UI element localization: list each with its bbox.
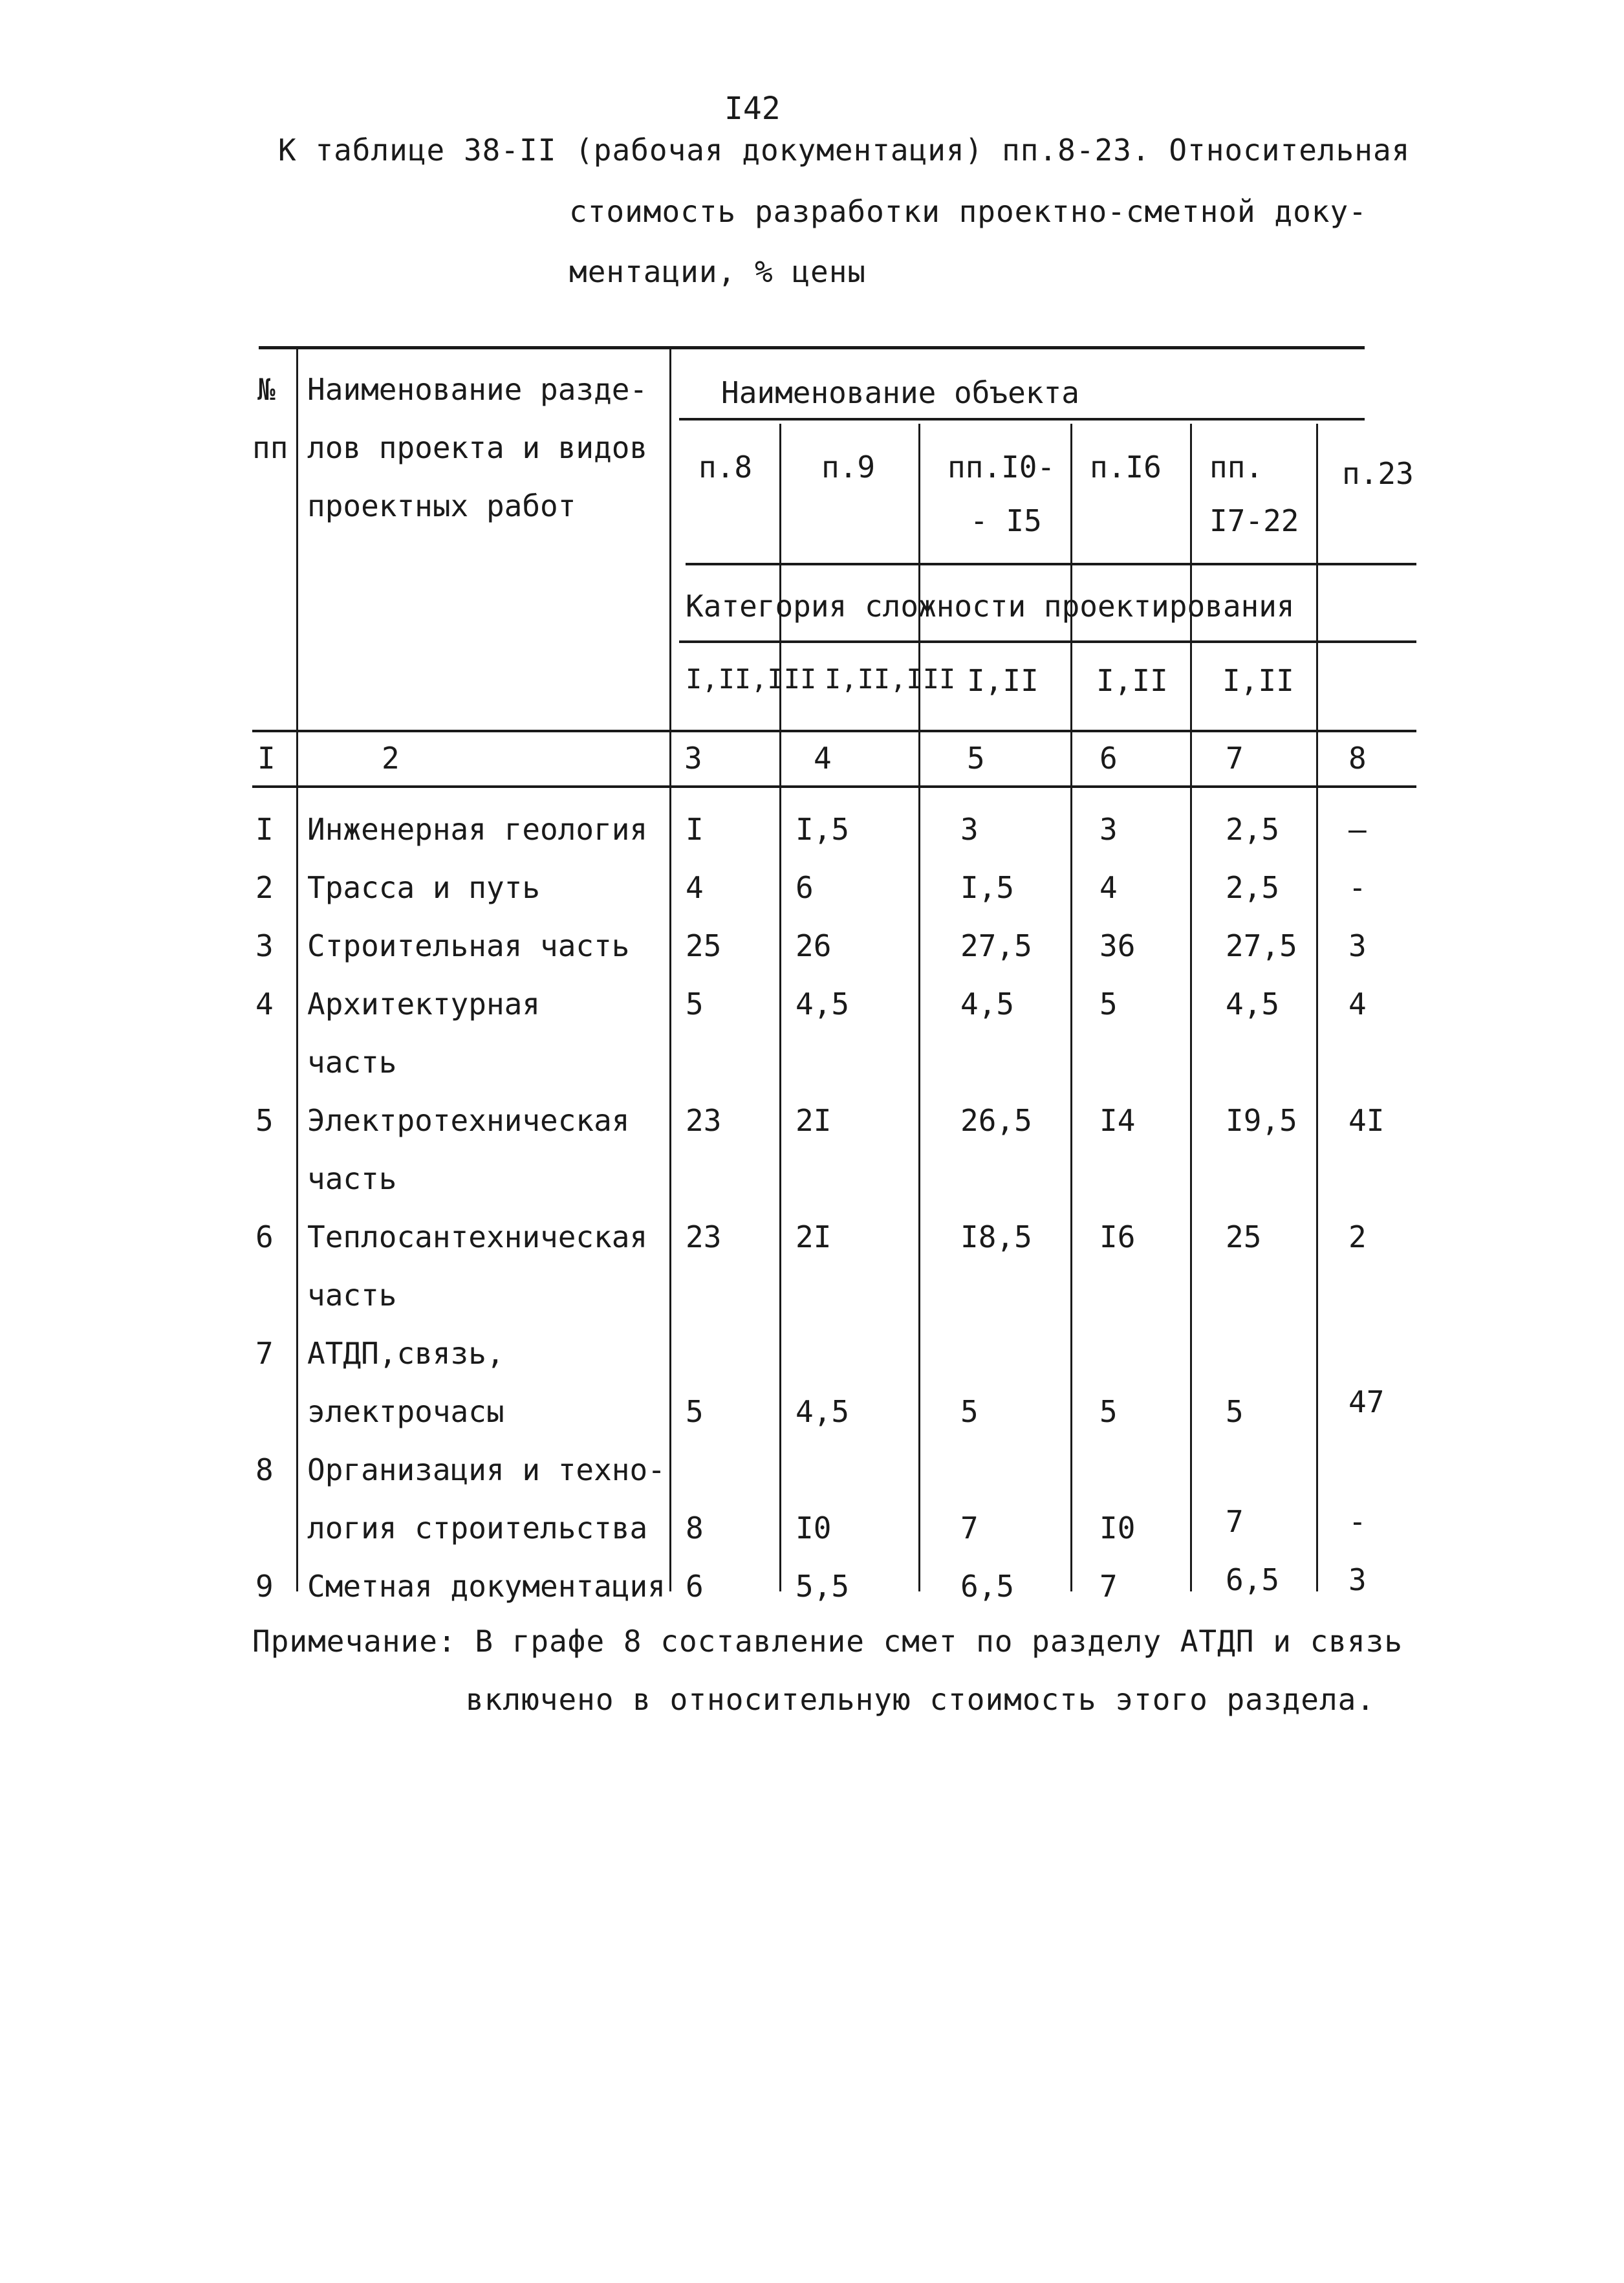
header-object-5-line2: I7-22 [1209,503,1299,538]
row-value-5: 4,5 [960,987,1015,1021]
row-value-3: I [686,812,704,847]
row-value-6: 7 [1099,1569,1118,1604]
column-number-2: 2 [382,741,400,776]
row-name: Инженерная геология [307,812,648,847]
row-value-6: 5 [1099,987,1118,1021]
row-value-3: 6 [686,1569,704,1604]
row-value-8: 3 [1348,928,1367,963]
row-value-4: 2I [796,1219,832,1254]
row-value-4: I,5 [796,812,850,847]
header-object-4: п.I6 [1090,450,1162,485]
header-name-1: Наименование разде- [307,372,648,407]
header-name-2: лов проекта и видов [307,430,648,465]
row-value-7: 5 [1226,1394,1244,1429]
row-value-5: 5 [960,1394,979,1429]
row-value-5: 3 [960,812,979,847]
row-value-6: I0 [1099,1511,1136,1546]
row-value-8: 47 [1348,1384,1385,1419]
row-value-7: 27,5 [1226,928,1297,963]
row-value-5: I,5 [960,870,1015,905]
row-value-7: 25 [1226,1219,1262,1254]
header-object-group: Наименование объекта [721,375,1079,410]
row-value-3: 4 [686,870,704,905]
row-value-4: 4,5 [796,1394,850,1429]
row-value-5: 26,5 [960,1103,1032,1138]
row-name: АТДП,связь, [307,1336,504,1371]
column-number-1: I [257,741,276,776]
row-value-7: 4,5 [1226,987,1280,1021]
row-value-4: 5,5 [796,1569,850,1604]
row-value-4: 6 [796,870,814,905]
row-name-cont: электрочасы [307,1394,504,1429]
row-value-4: I0 [796,1511,832,1546]
page-number: I42 [724,91,781,127]
row-value-6: I4 [1099,1103,1136,1138]
row-num: 4 [255,987,274,1021]
row-name: Сметная документация [307,1569,666,1604]
row-num: 5 [255,1103,274,1138]
row-value-4: 26 [796,928,832,963]
row-name: Трасса и путь [307,870,541,905]
row-name: Теплосантехническая [307,1219,648,1254]
row-num: 9 [255,1569,274,1604]
row-value-7: 7 [1226,1504,1244,1539]
objects-bottom-rule [686,563,1416,565]
header-object-6: п.23 [1342,456,1414,491]
row-value-8: - [1348,1504,1367,1539]
title-line-1: К таблице 38-II (рабочая документация) пп.8-23. Относительная [278,133,1411,168]
row-value-5: 7 [960,1511,979,1546]
header-category-group: Категория сложности проектирования [686,589,1295,624]
row-value-3: 23 [686,1103,722,1138]
header-object-1: п.8 [698,450,753,485]
row-value-5: 27,5 [960,928,1032,963]
row-value-7: 2,5 [1226,812,1280,847]
row-num: 6 [255,1219,274,1254]
column-number-6: 6 [1099,741,1118,776]
row-num: 7 [255,1336,274,1371]
row-value-3: 8 [686,1511,704,1546]
row-value-8: – [1348,812,1367,847]
row-value-5: I8,5 [960,1219,1032,1254]
title-line-2: стоимость разработки проектно-сметной доку- [569,194,1367,229]
row-name-cont: логия строительства [307,1511,648,1546]
note-line-2: включено в относительную стоимость этого раздела. [466,1682,1376,1717]
row-value-5: 6,5 [960,1569,1015,1604]
col-divider-7 [1316,424,1318,1591]
col-divider-2 [669,349,671,1591]
column-number-7: 7 [1226,741,1244,776]
row-num: 8 [255,1452,274,1487]
column-number-8: 8 [1348,741,1367,776]
row-value-6: 3 [1099,812,1118,847]
header-name-3: проектных работ [307,488,576,523]
row-name: Строительная часть [307,928,630,963]
header-category-2: I,II,III [825,663,956,695]
row-value-3: 5 [686,987,704,1021]
row-value-3: 5 [686,1394,704,1429]
row-value-7: I9,5 [1226,1103,1297,1138]
object-group-rule [679,418,1365,421]
row-name-cont: часть [307,1161,397,1196]
header-category-5: I,II [1222,663,1294,698]
row-value-6: I6 [1099,1219,1136,1254]
row-value-4: 4,5 [796,987,850,1021]
row-value-8: - [1348,870,1367,905]
header-category-4: I,II [1096,663,1168,698]
row-name: Организация и техно- [307,1452,666,1487]
row-value-6: 4 [1099,870,1118,905]
row-value-8: 4 [1348,987,1367,1021]
row-name-cont: часть [307,1278,397,1313]
header-object-2: п.9 [821,450,876,485]
row-value-7: 2,5 [1226,870,1280,905]
row-value-8: 2 [1348,1219,1367,1254]
note-line-1: Примечание: В графе 8 составление смет по разделу АТДП и связь [252,1624,1403,1659]
header-bottom-rule [252,730,1416,732]
header-object-3-line1: пп.I0- [947,450,1056,485]
header-num-2: пп [252,430,288,465]
row-value-8: 4I [1348,1103,1385,1138]
header-category-1: I,II,III [686,663,817,695]
header-num-1: № [257,372,276,407]
header-category-3: I,II [967,663,1039,698]
column-number-4: 4 [814,741,832,776]
row-name-cont: часть [307,1045,397,1080]
header-object-3-line2: - I5 [970,503,1042,538]
column-numbers-rule [252,785,1416,788]
row-name: Электротехническая [307,1103,630,1138]
col-divider-1 [296,349,298,1591]
row-num: I [255,812,274,847]
row-value-6: 36 [1099,928,1136,963]
row-value-6: 5 [1099,1394,1118,1429]
row-value-3: 25 [686,928,722,963]
category-rule [679,640,1416,643]
row-name: Архитектурная [307,987,541,1021]
column-number-3: 3 [684,741,702,776]
row-num: 3 [255,928,274,963]
title-line-3: ментации, % цены [569,254,867,289]
header-object-5-line1: пп. [1209,450,1264,485]
row-value-4: 2I [796,1103,832,1138]
row-value-8: 3 [1348,1562,1367,1597]
row-num: 2 [255,870,274,905]
row-value-3: 23 [686,1219,722,1254]
table-top-rule [259,346,1365,349]
row-value-7: 6,5 [1226,1562,1280,1597]
column-number-5: 5 [967,741,985,776]
